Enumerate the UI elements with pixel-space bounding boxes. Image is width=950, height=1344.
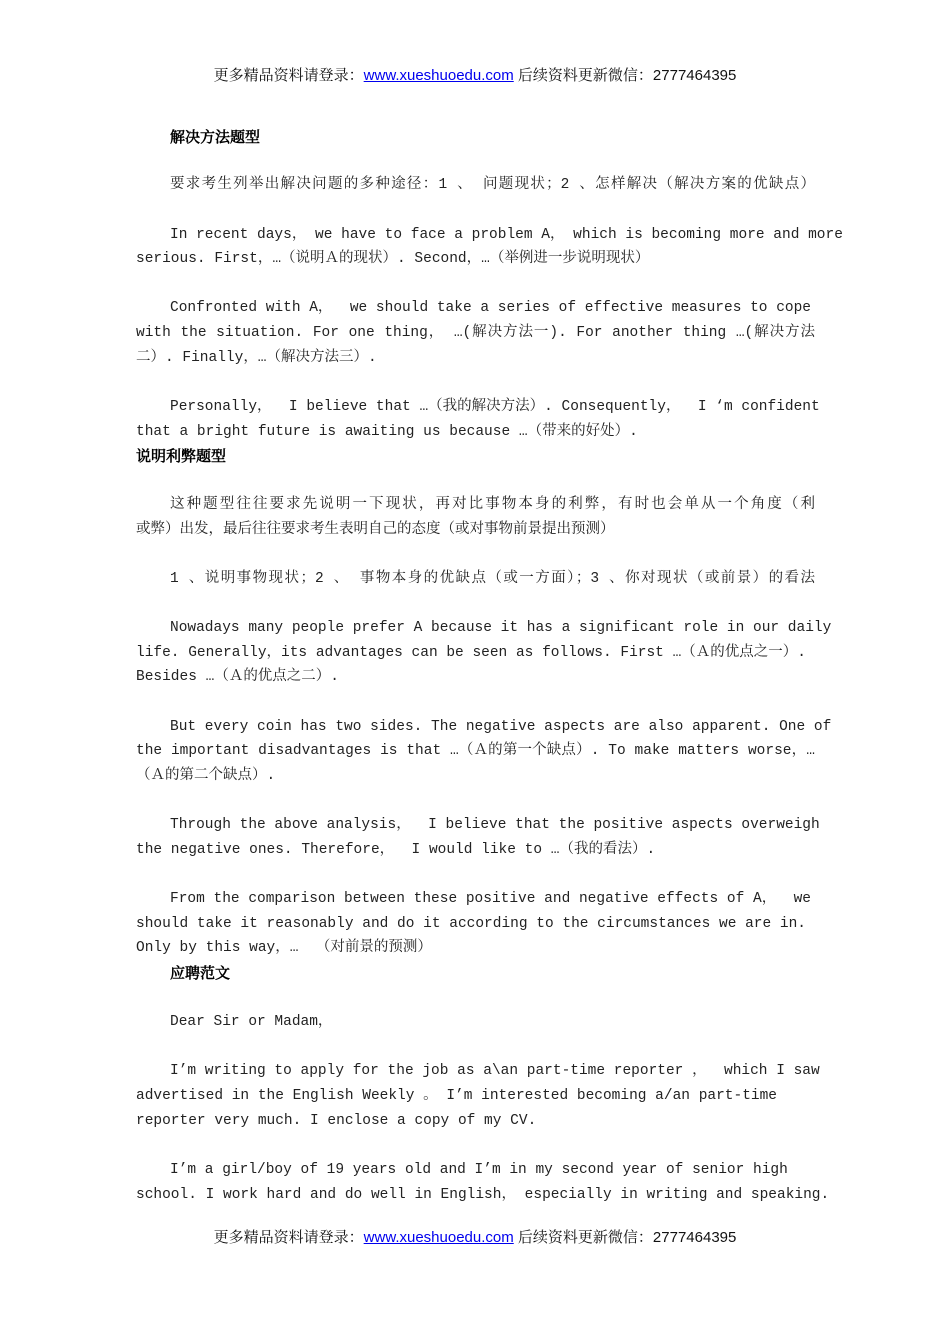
text-line: with the situation. For one thing， …(解决方法一). For another thing …(解决方法 xyxy=(136,325,815,341)
text-line: 或弊）出发，最后往往要求考生表明自己的态度（或对事物前景提出预测） xyxy=(136,522,615,538)
text-line: Only by this way，… （对前景的预测） xyxy=(136,940,432,956)
section-heading: 说明利弊题型 xyxy=(136,447,227,465)
footer-suffix: 后续资料更新微信：2777464395 xyxy=(513,1229,737,1246)
text-line: Confronted with A， we should take a series of effective measures to cope xyxy=(170,300,812,316)
text-line: the negative ones. Therefore， I would like to …（我的看法）. xyxy=(136,842,656,858)
header-suffix: 后续资料更新微信：2777464395 xyxy=(513,67,737,84)
text-line: that a bright future is awaiting us because …（带来的好处）. xyxy=(136,424,638,440)
page-header xyxy=(0,66,950,86)
text-line: Nowadays many people prefer A because it has a significant role in our daily xyxy=(170,620,832,636)
text-line: life. Generally，its advantages can be seen as follows. First …（Ａ的优点之一）. xyxy=(136,645,806,661)
text-line: 二）. Finally，…（解决方法三）. xyxy=(136,350,377,366)
text-line: In recent days， we have to face a problem A， which is becoming more and more xyxy=(170,227,843,243)
text-line: I’m writing to apply for the job as a\an part-time reporter ， which I saw xyxy=(170,1063,820,1079)
footer-prefix: 更多精品资料请登录： xyxy=(213,1229,364,1246)
section-heading: 解决方法题型 xyxy=(170,128,261,146)
header-link[interactable]: www.xueshuoedu.com xyxy=(363,67,514,84)
text-line: 要求考生列举出解决问题的多种途径：1 、 问题现状；2 、怎样解决（解决方案的优缺点） xyxy=(170,177,815,193)
section-heading: 应聘范文 xyxy=(170,964,231,982)
text-line: 1 、说明事物现状；2 、 事物本身的优缺点（或一方面）；3 、你对现状（或前景）的看法 xyxy=(170,571,815,587)
text-line: Personally， I believe that …（我的解决方法）. Consequently， I ‘m confident xyxy=(170,399,820,415)
text-line: reporter very much. I enclose a copy of my CV. xyxy=(136,1113,537,1129)
text-line: the important disadvantages is that …（Ａ的第一个缺点）. To make matters worse，… xyxy=(136,743,815,759)
text-line: But every coin has two sides. The negative aspects are also apparent. One of xyxy=(170,719,832,735)
header-prefix: 更多精品资料请登录： xyxy=(213,67,364,84)
text-line: From the comparison between these positive and negative effects of A， we xyxy=(170,891,812,907)
page-footer xyxy=(0,1228,950,1248)
text-line: serious. First，…（说明Ａ的现状）. Second，…（举例进一步说明现状） xyxy=(136,251,650,267)
text-line: school. I work hard and do well in English， especially in writing and speaking. xyxy=(136,1187,830,1203)
text-line: should take it reasonably and do it according to the circumstances we are in. xyxy=(136,916,807,932)
footer-link[interactable]: www.xueshuoedu.com xyxy=(363,1229,514,1246)
text-line: advertised in the English Weekly 。 I’m interested becoming a/an part-time xyxy=(136,1088,778,1104)
text-line: 这种题型往往要求先说明一下现状，再对比事物本身的利弊，有时也会单从一个角度（利 xyxy=(170,497,815,513)
text-line: Through the above analysis， I believe that the positive aspects overweigh xyxy=(170,817,820,833)
text-line: Besides …（Ａ的优点之二）. xyxy=(136,669,340,685)
text-line: （Ａ的第二个缺点）. xyxy=(136,768,276,784)
text-line: Dear Sir or Madam， xyxy=(170,1014,333,1030)
text-line: I’m a girl/boy of 19 years old and I’m in my second year of senior high xyxy=(170,1162,788,1178)
